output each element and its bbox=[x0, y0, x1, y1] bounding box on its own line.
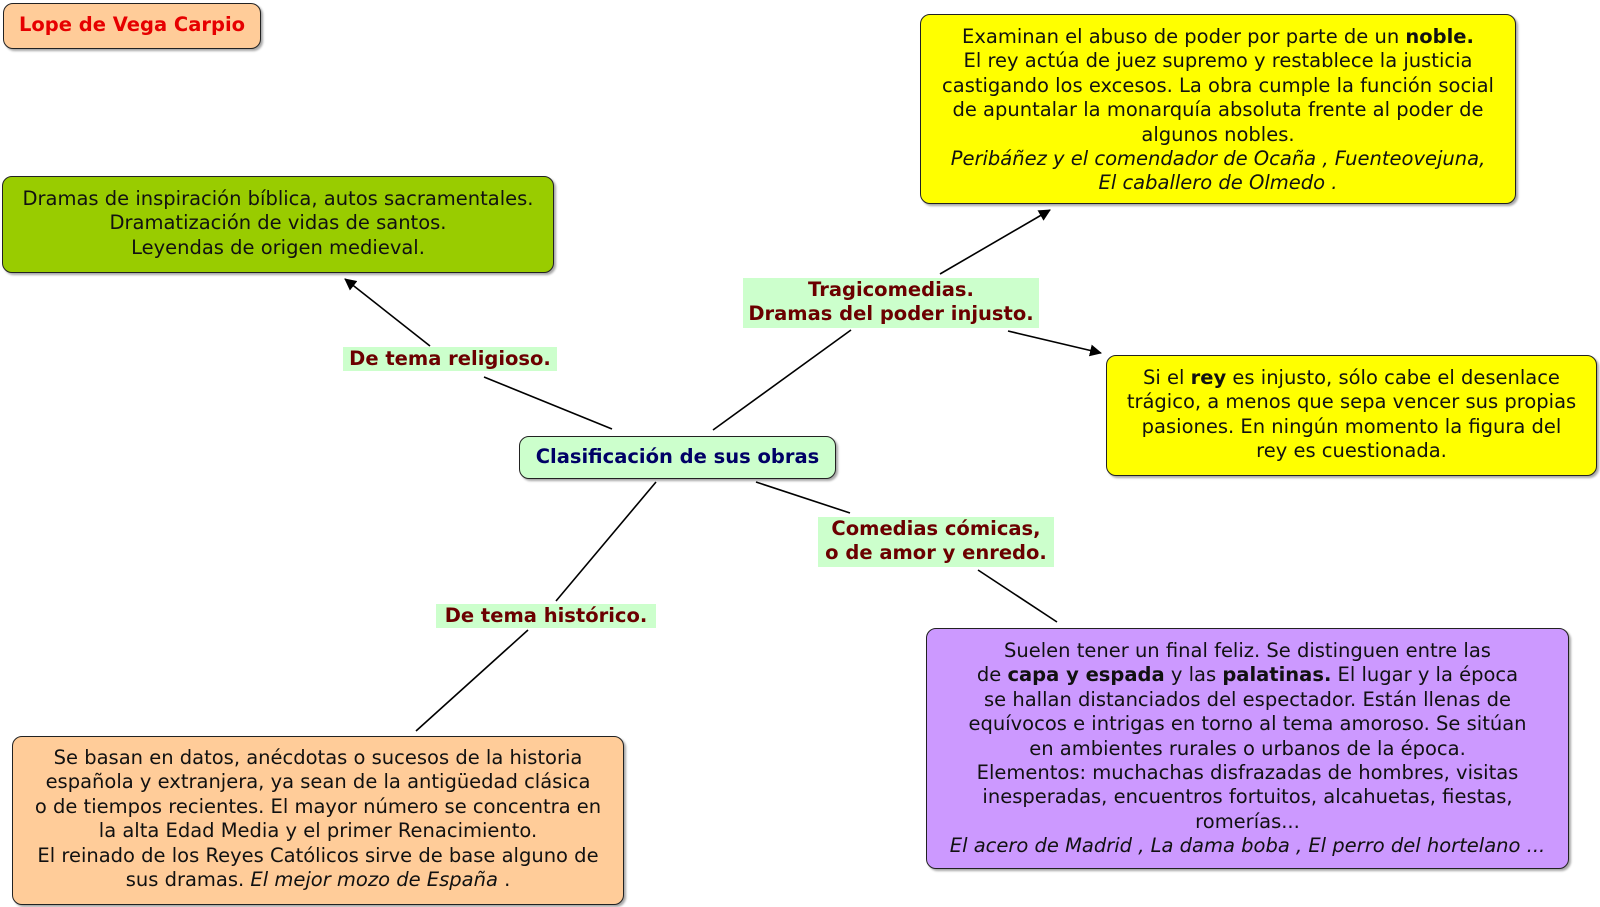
center-node[interactable] bbox=[519, 436, 836, 479]
comedias-line-7: inesperadas, encuentros fortuitos, alcahuetas, fiestas, bbox=[982, 785, 1513, 809]
historico-line-1: Se basan en datos, anécdotas o sucesos de la historia bbox=[53, 746, 583, 769]
center-text: Clasificación de sus obras bbox=[535, 445, 820, 468]
rey-line-1 bbox=[1107, 366, 1596, 390]
arrow-religioso bbox=[345, 279, 430, 346]
link-label-historico-text: De tema histórico. bbox=[444, 604, 648, 627]
rey-line-1-post: es injusto, sólo cabe el desenlace bbox=[1226, 366, 1560, 389]
religioso-line-1: Dramas de inspiración bíblica, autos sacramentales. bbox=[22, 187, 534, 210]
comedias-line-6: Elementos: muchachas disfrazadas de hombres, visitas bbox=[976, 761, 1519, 785]
rey-line-3: pasiones. En ningún momento la figura del bbox=[1141, 414, 1562, 438]
religioso-line-3: Leyendas de origen medieval. bbox=[131, 235, 425, 259]
line-center-to-tragicomedias-label bbox=[713, 330, 851, 430]
link-label-religioso[interactable] bbox=[343, 347, 557, 371]
noble-works-2-text: El caballero de Olmedo . bbox=[1098, 171, 1338, 195]
link-label-tragicomedias-line-1: Tragicomedias. bbox=[808, 278, 974, 301]
title-text: Lope de Vega Carpio bbox=[18, 13, 246, 36]
historico-line-6-post: . bbox=[497, 868, 511, 892]
comedias-line-2-e: El lugar y la época bbox=[1331, 663, 1519, 687]
link-label-comedias[interactable] bbox=[818, 517, 1054, 567]
comedias-line-2 bbox=[927, 663, 1568, 687]
rey-line-1-pre: Si el bbox=[1143, 366, 1191, 389]
line-center-to-comedias-label bbox=[756, 482, 850, 513]
comedias-line-1: Suelen tener un final feliz. Se distinguen entre las bbox=[1004, 639, 1491, 662]
line-center-to-historico-label bbox=[556, 482, 656, 601]
link-label-religioso-text: De tema religioso. bbox=[349, 347, 551, 370]
noble-line-5: algunos nobles. bbox=[1141, 122, 1295, 146]
noble-line-4: de apuntalar la monarquía absoluta frente al poder de bbox=[952, 98, 1484, 122]
line-comedias-to-box bbox=[978, 570, 1057, 622]
comedias-works bbox=[927, 834, 1568, 858]
link-label-comedias-line-1: Comedias cómicas, bbox=[831, 517, 1041, 540]
link-label-tragicomedias[interactable] bbox=[743, 278, 1039, 328]
rey-node[interactable] bbox=[1106, 355, 1597, 476]
religioso-node[interactable] bbox=[2, 176, 554, 273]
noble-node[interactable] bbox=[920, 14, 1516, 204]
rey-line-4: rey es cuestionada. bbox=[1256, 439, 1447, 463]
noble-line-1 bbox=[921, 25, 1515, 49]
noble-works-2 bbox=[921, 171, 1515, 195]
noble-line-1-text: Examinan el abuso de poder por parte de un bbox=[962, 25, 1406, 48]
noble-works-1 bbox=[921, 147, 1515, 171]
noble-line-2: El rey actúa de juez supremo y restablece la justicia bbox=[963, 49, 1473, 73]
comedias-line-4: equívocos e intrigas en torno al tema amoroso. Se sitúan bbox=[968, 712, 1527, 736]
comedias-line-2-c: y las bbox=[1164, 663, 1223, 687]
noble-works-1-text: Peribáñez y el comendador de Ocaña , Fuenteovejuna, bbox=[950, 147, 1486, 171]
title-node[interactable] bbox=[3, 3, 261, 49]
historico-line-2: española y extranjera, ya sean de la antigüedad clásica bbox=[45, 770, 591, 794]
historico-line-6-pre: sus dramas. bbox=[125, 868, 251, 892]
historico-line-6 bbox=[13, 868, 623, 892]
arrow-rey bbox=[1008, 331, 1101, 353]
rey-line-2: trágico, a menos que sepa vencer sus propias bbox=[1126, 390, 1577, 414]
link-label-tragicomedias-line-2: Dramas del poder injusto. bbox=[748, 302, 1034, 325]
comedias-works-text: El acero de Madrid , La dama boba , El perro del hortelano ... bbox=[949, 834, 1546, 858]
rey-keyword: rey bbox=[1190, 366, 1227, 389]
line-center-to-religioso-label bbox=[484, 377, 612, 429]
historico-work: El mejor mozo de España bbox=[250, 868, 498, 892]
comedias-line-3: se hallan distanciados del espectador. Están llenas de bbox=[984, 687, 1511, 711]
noble-line-3: castigando los excesos. La obra cumple la función social bbox=[942, 73, 1494, 97]
historico-line-4: la alta Edad Media y el primer Renacimiento. bbox=[98, 819, 538, 843]
link-label-historico[interactable] bbox=[436, 604, 656, 628]
arrow-noble bbox=[940, 210, 1050, 274]
link-label-comedias-line-2: o de amor y enredo. bbox=[825, 541, 1047, 564]
historico-node[interactable] bbox=[12, 736, 624, 905]
comedias-line-5: en ambientes rurales o urbanos de la época. bbox=[1029, 736, 1466, 760]
historico-line-3: o de tiempos recientes. El mayor número se concentra en bbox=[34, 794, 602, 818]
comedias-line-2-a: de bbox=[976, 663, 1008, 687]
capa-y-espada-keyword: capa y espada bbox=[1007, 663, 1165, 687]
comedias-line-8: romerías... bbox=[1195, 809, 1300, 833]
noble-keyword: noble. bbox=[1405, 25, 1474, 48]
comedias-node[interactable] bbox=[926, 628, 1569, 869]
line-historico-to-box bbox=[416, 630, 528, 731]
historico-line-5: El reinado de los Reyes Católicos sirve de base alguno de bbox=[37, 843, 599, 867]
palatinas-keyword: palatinas. bbox=[1222, 663, 1332, 687]
religioso-line-2: Dramatización de vidas de santos. bbox=[109, 211, 447, 235]
